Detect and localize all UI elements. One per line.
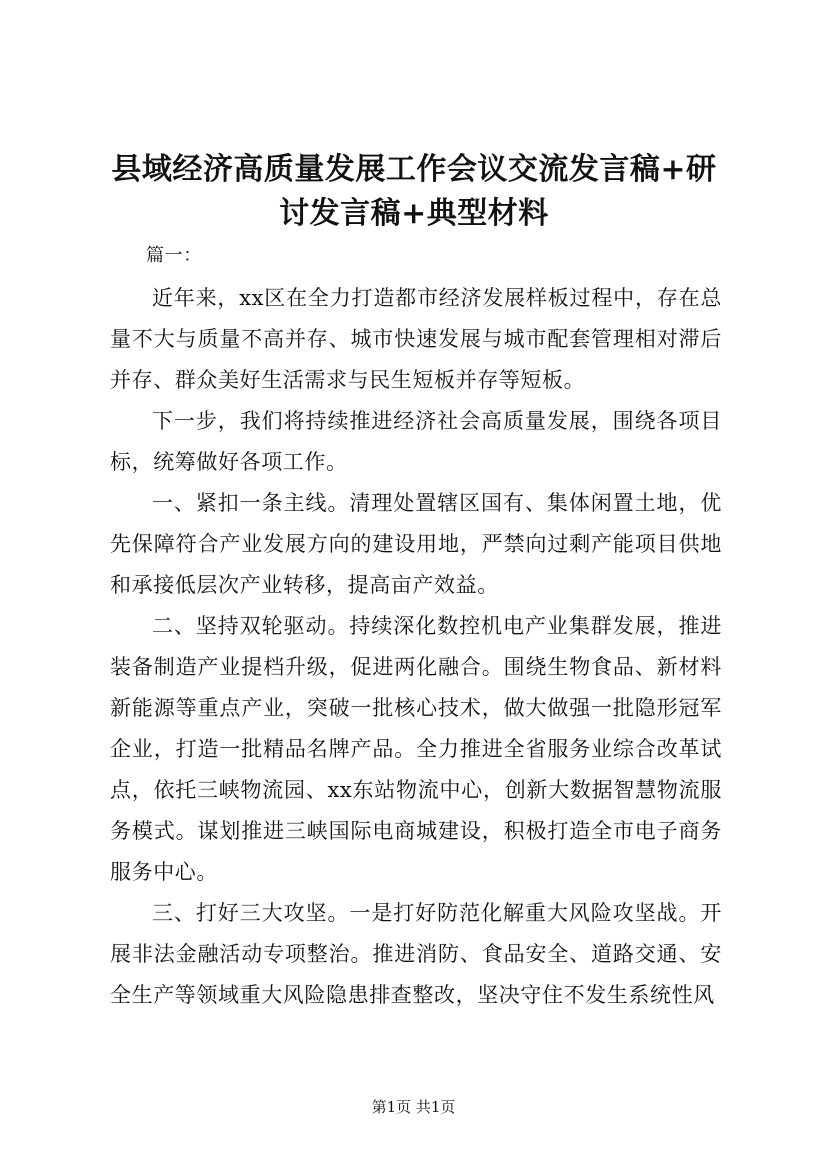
paragraph-3: 一、紧扣一条主线。清理处置辖区国有、集体闲置土地，优先保障符合产业发展方向的建设用地，严禁向过剩产能项目供地和承接低层次产业转移，提高亩产效益。: [110, 491, 722, 597]
paragraph-2: 下一步，我们将持续推进经济社会高质量发展，围绕各项目标，统筹做好各项工作。: [110, 409, 722, 474]
document-title: 县域经济高质量发展工作会议交流发言稿+研讨发言稿+典型材料: [111, 152, 717, 231]
section-label: 篇一：: [146, 245, 202, 266]
paragraph-5: 三、打好三大攻坚。一是打好防范化解重大风险攻坚战。开展非法金融活动专项整治。推进消防、食品安全、道路交通、安全生产等领域重大风险隐患排查整改，坚决守住不发生系统性风: [110, 901, 722, 1007]
page-footer: 第1页 共1页: [371, 1098, 456, 1116]
paragraph-4: 二、坚持双轮驱动。持续深化数控机电产业集群发展，推进装备制造产业提档升级，促进两化融合。围绕生物食品、新材料新能源等重点产业，突破一批核心技术，做大做强一批隐形冠军企业，打造一批精品名牌产品。全力推进全省服务业综合改革试点，依托三峡物流园、xx东站物流中心，创新大数据智慧物流服务模式。谋划推进三峡国际电商城建设，积极打造全市电子商务服务中心。: [110, 614, 722, 884]
document-body: [110, 238, 722, 1016]
paragraph-1: 近年来，xx区在全力打造都市经济发展样板过程中，存在总量不大与质量不高并存、城市快速发展与城市配套管理相对滞后并存、群众美好生活需求与民生短板并存等短板。: [110, 286, 722, 392]
